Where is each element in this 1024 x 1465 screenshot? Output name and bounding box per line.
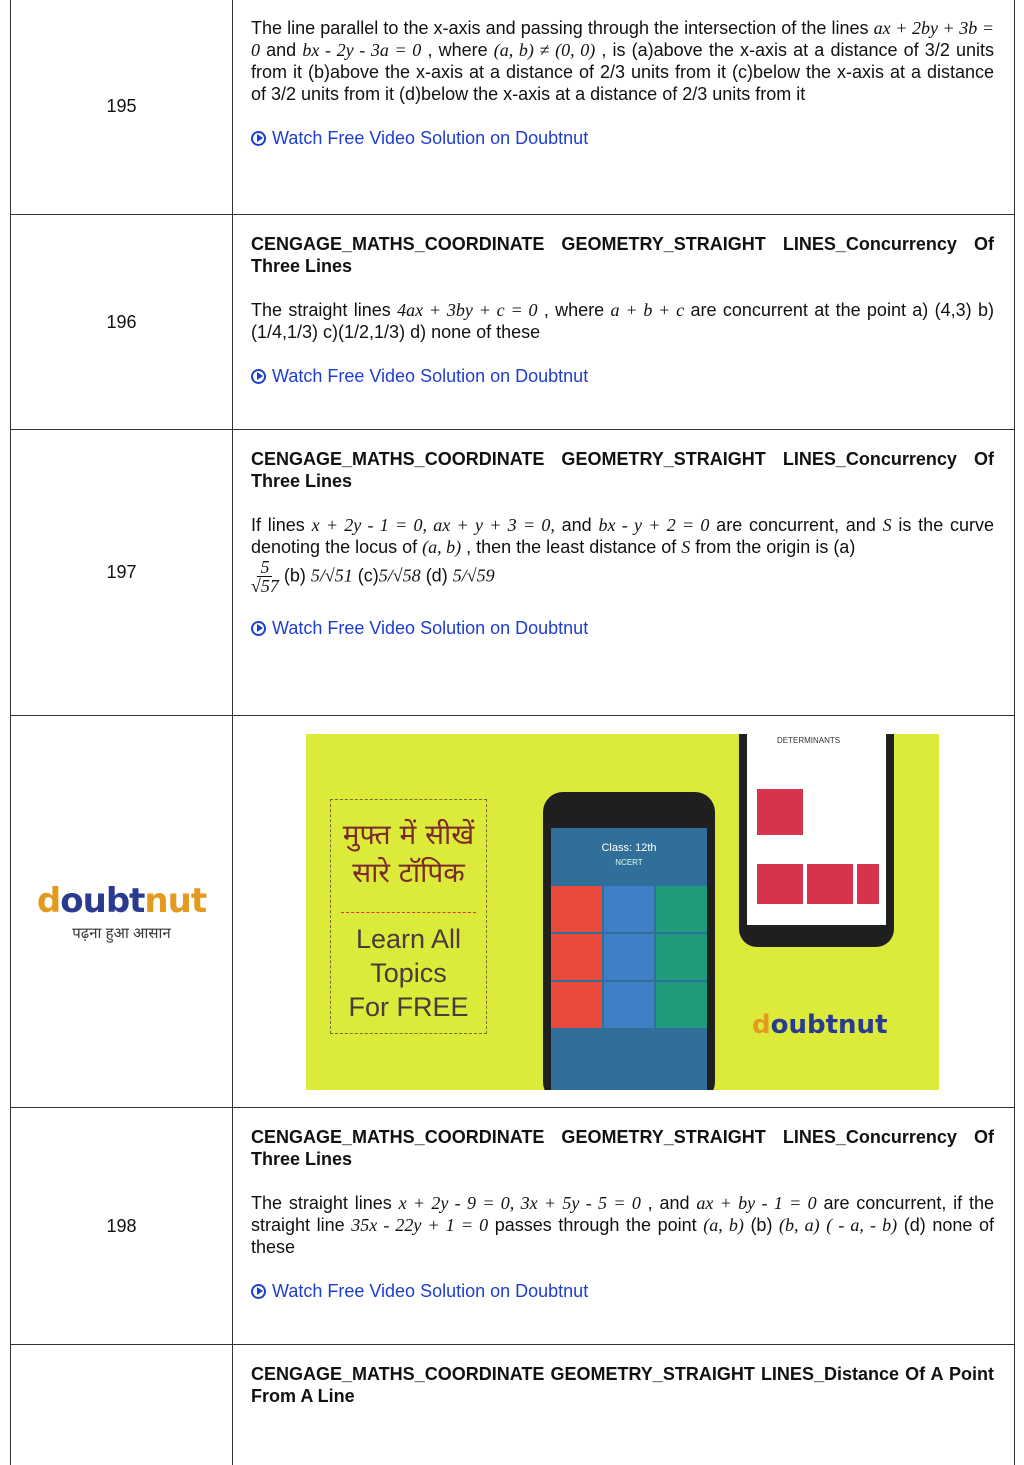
promo-banner[interactable] <box>306 734 939 1090</box>
card <box>757 864 803 904</box>
topic-heading: CENGAGE_MATHS_COORDINATE GEOMETRY_STRAIGHT LINES_Distance Of A Point From A Line <box>251 1364 994 1406</box>
question-number: 195 <box>11 0 233 214</box>
question-content <box>251 233 994 387</box>
ad-row <box>11 716 1014 1108</box>
topic-tiles <box>551 886 707 1028</box>
question-row-199 <box>11 1345 1014 1465</box>
question-row-197 <box>11 430 1014 716</box>
logo-tagline: पढ़ना हुआ आसान <box>72 924 171 942</box>
topic-tile <box>551 982 602 1028</box>
question-content <box>251 17 994 149</box>
question-number: 198 <box>11 1108 233 1344</box>
phone-screen-2: DETERMINANTS <box>747 734 886 925</box>
question-table <box>10 0 1015 1465</box>
card <box>757 789 803 835</box>
question-content <box>251 1126 994 1302</box>
topic-heading: CENGAGE_MATHS_COORDINATE GEOMETRY_STRAIGHT LINES_Concurrency Of Three Lines <box>251 234 994 276</box>
question-text: The straight lines 4ax + 3by + c = 0 , where a + b + c are concurrent at the point a) (4,3) b)(1/4,1/3) c)(1/2,1/3) d) none of these <box>251 300 994 342</box>
question-number <box>11 1345 233 1465</box>
doubtnut-logo <box>11 716 233 1107</box>
logo-wordmark: doubtnut <box>36 880 207 921</box>
topic-tile <box>656 886 707 932</box>
play-icon <box>251 369 266 384</box>
banner-textbox <box>330 799 487 1034</box>
question-row-195 <box>11 0 1014 215</box>
divider <box>341 912 476 913</box>
question-text: If lines x + 2y - 1 = 0, ax + y + 3 = 0, and bx - y + 2 = 0 are concurrent, and S is the curve denoting the locus of (a, b) , then the least distance of S from the origin is (a) $\frac{5}{√57}$ (b) 5/√51 (c)5/√58 (d) 5/√59 <box>251 515 994 596</box>
watch-video-link[interactable]: Watch Free Video Solution on Doubtnut <box>251 365 994 387</box>
card <box>807 864 853 904</box>
phone-mockup <box>543 792 715 1090</box>
question-text: The straight lines x + 2y - 9 = 0, 3x + 5y - 5 = 0 , and ax + by - 1 = 0 are concurrent, if the straight line 35x - 22y + 1 = 0 passes through the point (a, b) (b) (b, a) ( - a, - b) (d) none of these <box>251 1193 995 1257</box>
phone-mockup-2 <box>739 734 894 947</box>
question-text: The line parallel to the x-axis and passing through the intersection of the lines ax + 2by + 3b = 0 and bx - 2y - 3a = 0 , where (a, b) ≠ (0, 0) , is (a)above the x-axis at a distance of 3/2 units from it (b)above the x-axis at a distance of 2/3 units from it (c)below the x-axis at a distance of 3/2 units from it (d)below the x-axis at a distance of 2/3 units from it <box>251 18 994 104</box>
topic-tile <box>656 934 707 980</box>
question-content <box>251 1363 994 1429</box>
question-row-198 <box>11 1108 1014 1345</box>
question-number: 196 <box>11 215 233 429</box>
topic-tile <box>604 982 655 1028</box>
topic-heading: CENGAGE_MATHS_COORDINATE GEOMETRY_STRAIGHT LINES_Concurrency Of Three Lines <box>251 1127 994 1169</box>
banner-hindi-text: मुफ्त में सीखें सारे टॉपिक <box>342 818 475 889</box>
watch-video-link[interactable]: Watch Free Video Solution on Doubtnut <box>251 127 994 149</box>
play-icon <box>251 131 266 146</box>
topic-tile <box>656 982 707 1028</box>
play-icon <box>251 621 266 636</box>
topic-tile <box>551 886 602 932</box>
fraction: $\frac{5}{√57}$ <box>251 557 279 596</box>
topic-tile <box>551 934 602 980</box>
play-icon <box>251 1284 266 1299</box>
question-content <box>251 448 994 639</box>
topic-tile <box>604 934 655 980</box>
question-row-196 <box>11 215 1014 430</box>
topic-heading: CENGAGE_MATHS_COORDINATE GEOMETRY_STRAIGHT LINES_Concurrency Of Three Lines <box>251 449 994 491</box>
question-number: 197 <box>11 430 233 715</box>
banner-english-text: Learn All Topics For FREE <box>348 924 469 1022</box>
watch-video-link[interactable]: Watch Free Video Solution on Doubtnut <box>251 617 994 639</box>
banner-logo: doubtnut <box>752 1010 888 1040</box>
watch-video-link[interactable]: Watch Free Video Solution on Doubtnut <box>251 1280 994 1302</box>
card <box>857 864 879 904</box>
topic-tile <box>604 886 655 932</box>
phone-screen: Class: 12th NCERT <box>551 828 707 1090</box>
